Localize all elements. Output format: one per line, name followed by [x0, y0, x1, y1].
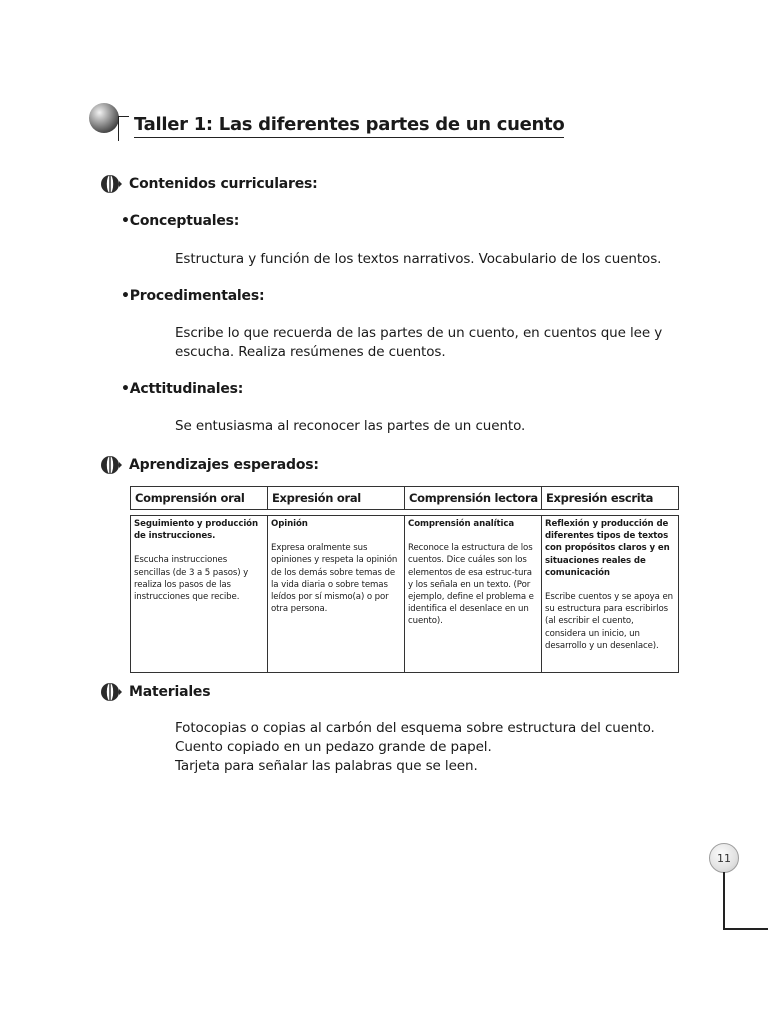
title-bracket: [118, 116, 129, 141]
disc-arrow-icon: [100, 454, 122, 476]
header-row: [131, 487, 679, 510]
cell-title: Reflexión y producción de diferentes tipos de textos con propósitos claros y en situaciones reales de comunicación: [545, 519, 670, 578]
disc-arrow-icon: [100, 681, 122, 703]
procedimentales-label-text: Procedimentales:: [129, 288, 265, 304]
list-item: Cuento copiado en un pedazo grande de papel.: [175, 739, 492, 755]
cell-text: Escucha instrucciones sencillas (de 3 a 5 pasos) y realiza los pasos de las instrucciones que recibe.: [134, 555, 249, 603]
procedimentales-label: [121, 288, 264, 304]
bullet: •: [121, 288, 130, 304]
actitudinales-label-text: Acttitudinales:: [129, 381, 244, 397]
procedimentales-text: [175, 324, 662, 362]
actitudinales-label: [121, 381, 243, 397]
table-cell: [131, 516, 268, 673]
contenidos-heading: Contenidos curriculares:: [129, 176, 318, 192]
disc-arrow-icon: [100, 173, 122, 195]
bullet: •: [121, 213, 130, 229]
column-header: Comprensión oral: [131, 487, 268, 510]
column-header: Expresión oral: [268, 487, 405, 510]
list-item: Fotocopias o copias al carbón del esquema sobre estructura del cuento.: [175, 720, 655, 736]
table-cell: [405, 516, 542, 673]
cell-title: Seguimiento y producción de instrucciones.: [134, 519, 258, 542]
procedimentales-line-2: escucha. Realiza resúmenes de cuentos.: [175, 344, 446, 360]
table-cell: [268, 516, 405, 673]
column-header: Comprensión lectora: [405, 487, 542, 510]
materiales-heading: Materiales: [129, 684, 211, 700]
aprendizajes-header-table: [130, 486, 679, 510]
cell-text: Expresa oralmente sus opiniones y respeta la opinión de los demás sobre temas de la vida diaria o sobre temas leídos por sí mismo(a) o por otra persona.: [271, 543, 398, 615]
page-title: Taller 1: Las diferentes partes de un cuento: [134, 114, 564, 138]
conceptuales-text: Estructura y función de los textos narrativos. Vocabulario de los cuentos.: [175, 251, 662, 267]
cell-title: Comprensión analítica: [408, 519, 515, 529]
bullet: •: [121, 381, 130, 397]
conceptuales-label-text: Conceptuales:: [129, 213, 240, 229]
page-number: 11: [709, 843, 739, 873]
page-corner-line: [723, 928, 768, 930]
table-row: [131, 516, 679, 673]
actitudinales-text: Se entusiasma al reconocer las partes de un cuento.: [175, 418, 526, 434]
cell-title: Opinión: [271, 519, 308, 529]
conceptuales-label: [121, 213, 239, 229]
list-item: Tarjeta para señalar las palabras que se leen.: [175, 758, 478, 774]
aprendizajes-body-table: [130, 515, 679, 673]
materiales-list: [175, 719, 655, 776]
page-corner-line: [723, 872, 725, 930]
materiales-section: [100, 681, 122, 707]
cell-text: Reconoce la estructura de los cuentos. Dice cuáles son los elementos de esa estruc-tura y los señala en un texto. (Por ejemplo, define el problema e identifica el desenlace en un cuento).: [408, 543, 534, 627]
table-cell: [542, 516, 679, 673]
cell-text: Escribe cuentos y se apoya en su estructura para escribirlos (al escribir el cuento, considera un inicio, un desarrollo y un desenlace).: [545, 592, 673, 651]
procedimentales-line-1: Escribe lo que recuerda de las partes de un cuento, en cuentos que lee y: [175, 325, 663, 341]
aprendizajes-section: [100, 454, 122, 480]
aprendizajes-heading: Aprendizajes esperados:: [129, 457, 319, 473]
column-header: Expresión escrita: [542, 487, 679, 510]
sphere-bullet-icon: [89, 103, 119, 133]
contenidos-section: [100, 173, 122, 199]
